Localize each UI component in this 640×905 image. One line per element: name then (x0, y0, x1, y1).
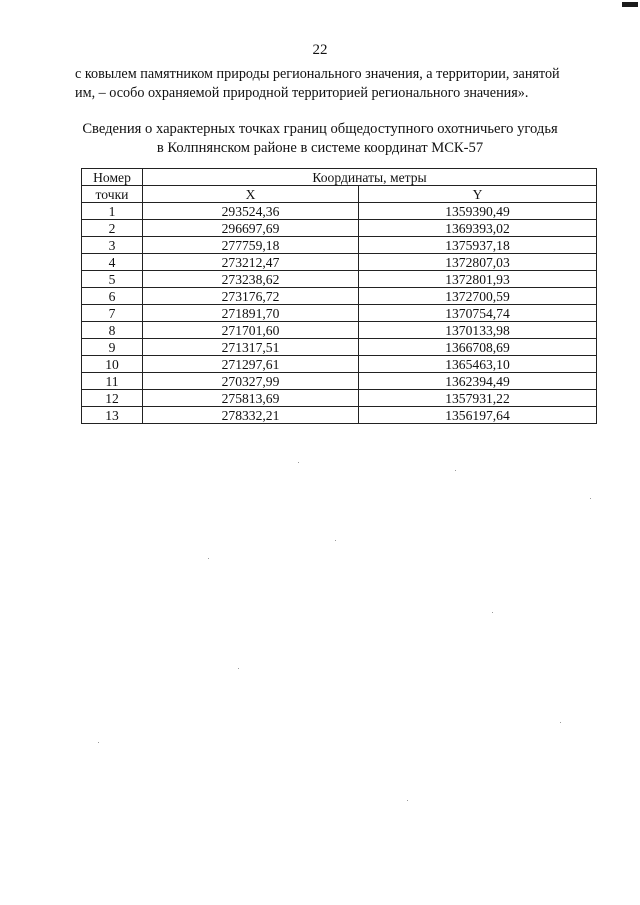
cell-point-number: 9 (82, 339, 143, 356)
cell-x: 271701,60 (143, 322, 359, 339)
intro-paragraph (75, 65, 587, 103)
scan-speck (238, 668, 239, 669)
cell-x: 271317,51 (143, 339, 359, 356)
cell-y: 1372801,93 (359, 271, 597, 288)
table-caption (0, 120, 640, 158)
cell-point-number: 4 (82, 254, 143, 271)
scan-speck (492, 612, 493, 613)
cell-y: 1362394,49 (359, 373, 597, 390)
cell-x: 271297,61 (143, 356, 359, 373)
cell-y: 1357931,22 (359, 390, 597, 407)
cell-x: 275813,69 (143, 390, 359, 407)
cell-point-number: 7 (82, 305, 143, 322)
coordinates-table (81, 168, 597, 424)
table-body (82, 203, 597, 424)
table-row (82, 254, 597, 271)
cell-y: 1369393,02 (359, 220, 597, 237)
cell-point-number: 1 (82, 203, 143, 220)
cell-point-number: 5 (82, 271, 143, 288)
cell-point-number: 12 (82, 390, 143, 407)
cell-x: 296697,69 (143, 220, 359, 237)
cell-y: 1372807,03 (359, 254, 597, 271)
table-row (82, 339, 597, 356)
cell-x: 273212,47 (143, 254, 359, 271)
scan-corner-mark (622, 2, 638, 7)
cell-x: 278332,21 (143, 407, 359, 424)
cell-y: 1356197,64 (359, 407, 597, 424)
cell-x: 277759,18 (143, 237, 359, 254)
caption-line-2: в Колпнянском районе в системе координат МСК-57 (156, 140, 484, 156)
scan-speck (98, 742, 99, 743)
table-row (82, 271, 597, 288)
cell-x: 271891,70 (143, 305, 359, 322)
table-row (82, 203, 597, 220)
cell-y: 1359390,49 (359, 203, 597, 220)
table-row (82, 288, 597, 305)
intro-line-1: с ковылем памятником природы регионального значения, а территории, занятой (75, 66, 560, 82)
table-subheader-row (82, 186, 597, 203)
table-row (82, 356, 597, 373)
caption-line-1: Сведения о характерных точках границ общедоступного охотничьего угодья (82, 121, 558, 137)
table-row (82, 220, 597, 237)
cell-x: 270327,99 (143, 373, 359, 390)
cell-y: 1370133,98 (359, 322, 597, 339)
cell-y: 1375937,18 (359, 237, 597, 254)
table-row (82, 390, 597, 407)
cell-point-number: 3 (82, 237, 143, 254)
intro-line-2: им, – особо охраняемой природной территорией регионального значения». (75, 85, 529, 101)
scan-speck (590, 498, 591, 499)
cell-point-number: 10 (82, 356, 143, 373)
table-row (82, 237, 597, 254)
header-y: Y (359, 186, 597, 203)
cell-point-number: 6 (82, 288, 143, 305)
header-x: X (143, 186, 359, 203)
table-row (82, 407, 597, 424)
scan-speck (208, 558, 209, 559)
cell-y: 1372700,59 (359, 288, 597, 305)
cell-x: 273238,62 (143, 271, 359, 288)
header-coordinates: Координаты, метры (143, 169, 597, 186)
table-header-row (82, 169, 597, 186)
cell-x: 273176,72 (143, 288, 359, 305)
table-row (82, 373, 597, 390)
scan-speck (335, 540, 336, 541)
cell-point-number: 13 (82, 407, 143, 424)
cell-y: 1365463,10 (359, 356, 597, 373)
cell-y: 1370754,74 (359, 305, 597, 322)
cell-x: 293524,36 (143, 203, 359, 220)
table-row (82, 305, 597, 322)
header-number: Номер (82, 169, 143, 186)
cell-point-number: 8 (82, 322, 143, 339)
scan-speck (560, 722, 561, 723)
cell-point-number: 11 (82, 373, 143, 390)
scan-speck (455, 470, 456, 471)
cell-point-number: 2 (82, 220, 143, 237)
cell-y: 1366708,69 (359, 339, 597, 356)
scan-speck (407, 800, 408, 801)
scan-speck (298, 462, 299, 463)
table-row (82, 322, 597, 339)
header-number-line2: точки (82, 186, 143, 203)
page-number: 22 (312, 42, 328, 58)
